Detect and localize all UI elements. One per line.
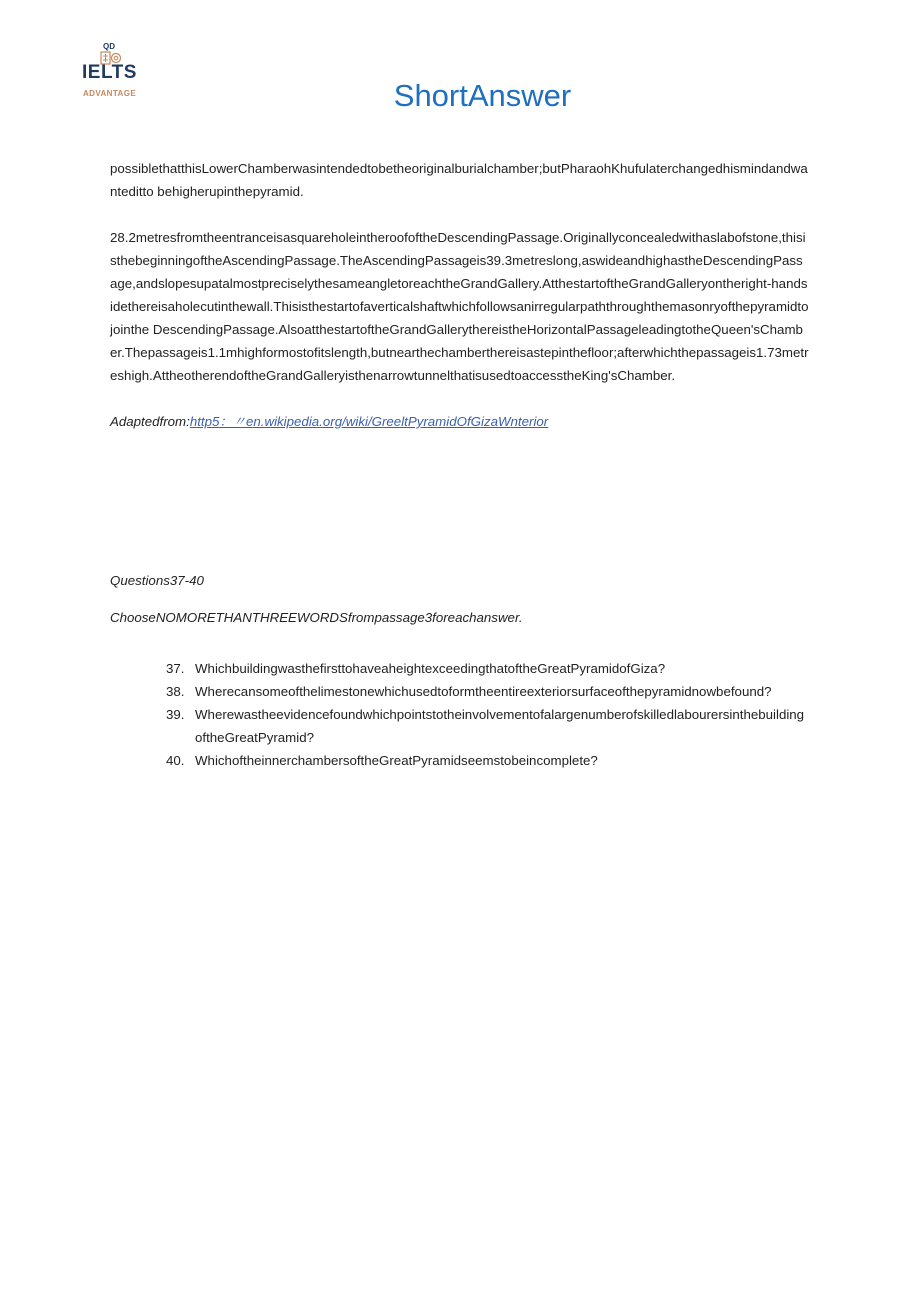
question-text: WhichbuildingwasthefirsttohaveaheightexceedingthatoftheGreatPyramidofGiza?: [195, 661, 666, 676]
logo-ielts-text: IELTS: [82, 62, 137, 83]
question-number: 39.: [166, 707, 185, 722]
passage-paragraph-2: 28.2metresfromtheentranceisasquareholeintheroofoftheDescendingPassage.Originallyconcealedwithaslabofstone,thisisthebeginningoftheAscendingPassage.TheAscendingPassageis39.3metreslong,aswideandhighastheDescendingPassage,andslopesupatalmostpreciselythesameangletoreachtheGrandGallery.AtthestartoftheGrandGalleryontheright-handsidethereisaholecutinthewall.Thisisthestartofaverticalshaftwhichfollowsanirregularpaththroughthemasonryofthepyramidtojointhe DescendingPassage.AlsoatthestartoftheGrandGallerythereistheHorizontalPassageleadingtotheQueen'sChamber.Thepassageis1.1mhighformostofitslength,butnearthechamberthereisastepinthefloor;afterwhichthepassageis1.73metreshigh.AttheotherendoftheGrandGalleryisthenarrowtunnelthatisusedtoaccesstheKing'sChamber.: [110, 230, 809, 383]
passage-body: [110, 157, 810, 433]
question-text: WhichoftheinnerchambersoftheGreatPyramidseemstobeincomplete?: [195, 753, 598, 768]
page-title: ShortAnswer: [393, 78, 572, 113]
question-item: [160, 703, 810, 749]
question-item: [160, 657, 810, 680]
source-label: Adaptedfrom:: [110, 414, 190, 429]
passage-paragraph-1: possiblethatthisLowerChamberwasintendedtobetheoriginalburialchamber;butPharaohKhufulaterchangedhismindandwanteditto behigherupinthepyramid.: [110, 161, 808, 199]
question-number: 40.: [166, 753, 185, 768]
question-number: 37.: [166, 661, 185, 676]
question-text: WherewastheevidencefoundwhichpointstotheinvolvementofalargenumberofskilledlabourersinthebuildingoftheGreatPyramid?: [195, 707, 805, 745]
question-item: [160, 749, 810, 772]
question-list: [160, 657, 810, 772]
logo-advantage-text: ADVANTAGE: [83, 89, 137, 98]
questions-instruction: ChooseNOMORETHANTHREEWORDSfrompassage3foreachanswer.: [110, 610, 523, 625]
question-text: Wherecansomeofthelimestonewhichusedtoformtheentireexteriorsurfaceofthepyramidnowbefound?: [195, 684, 772, 699]
questions-heading: Questions37-40: [110, 573, 204, 588]
question-item: [160, 680, 810, 703]
source-citation: [110, 410, 810, 433]
logo-qd-text: QD: [103, 42, 115, 51]
question-number: 38.: [166, 684, 185, 699]
source-link[interactable]: http5：〃en.wikipedia.org/wiki/GreeltPyramidOfGizaWnterior: [189, 414, 549, 429]
